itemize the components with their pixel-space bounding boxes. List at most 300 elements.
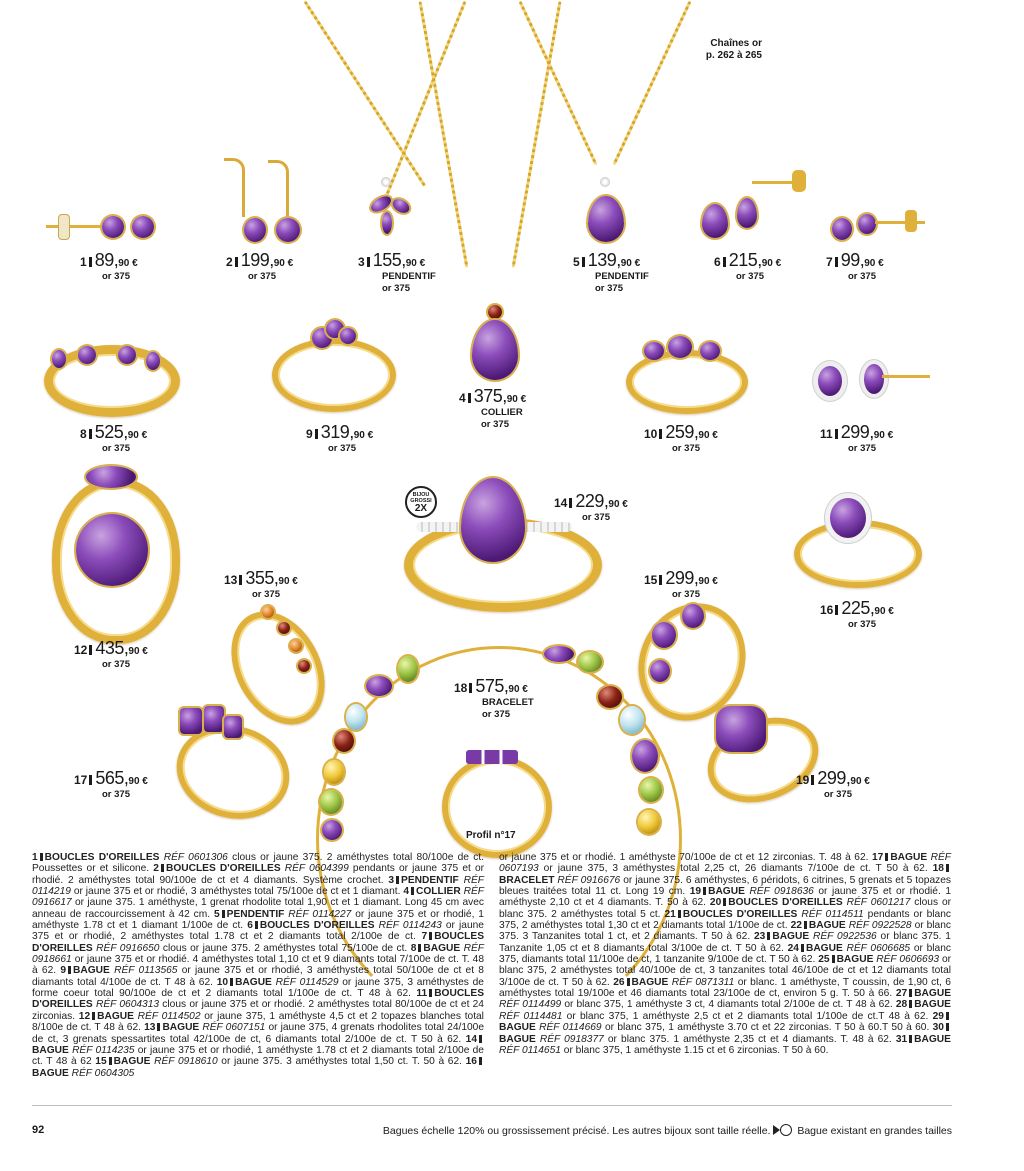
entry-title: BOUCLES D'OREILLES xyxy=(44,852,160,863)
entry-title: BOUCLES D'OREILLES xyxy=(728,897,843,909)
price-tag-15 xyxy=(644,569,718,600)
ring-8-gem-a xyxy=(52,350,66,368)
price-euros: 215, xyxy=(728,250,762,270)
ring-profile-gems xyxy=(466,750,518,764)
ring-17-gem-c xyxy=(224,716,242,738)
entry-text: or blanc 375, 2 améthystes total 40/100e de ct, 3 tanzanites total 46/100e de ct et 12 diamants total 3/100e de ct. T 50 à 62. xyxy=(499,954,951,988)
item-number: 12 xyxy=(74,643,88,657)
ring-10-gem-c xyxy=(700,342,720,360)
entry-marker xyxy=(909,1000,912,1008)
ring-12-gem-top xyxy=(86,466,136,488)
entry-number: 8 xyxy=(410,942,417,954)
earring-1a xyxy=(102,216,124,238)
description-entry xyxy=(95,1056,465,1067)
price-euros: 89, xyxy=(94,250,119,270)
entry-marker xyxy=(255,921,258,929)
item-number: 19 xyxy=(796,773,810,787)
entry-marker xyxy=(885,853,888,861)
entry-ref: RÉF 0114219 xyxy=(32,874,484,898)
chain-5 xyxy=(519,1,598,165)
item-type: PENDENTIF xyxy=(382,271,436,282)
price-euros: 259, xyxy=(665,422,699,442)
price-euros: 229, xyxy=(575,491,609,511)
price-tag-8 xyxy=(80,423,147,454)
ring-15-gem-c xyxy=(650,660,670,682)
price-euros: 525, xyxy=(94,422,128,442)
price-cents: 90 € xyxy=(353,430,374,441)
price-tag-5 xyxy=(573,251,649,293)
earring-2-hook-b xyxy=(268,160,289,217)
entry-number: 20 xyxy=(709,897,722,909)
entry-ref: RÉF 0918636 xyxy=(749,886,814,898)
ring-19-gem xyxy=(716,706,766,752)
bracelet-18-gem-7 xyxy=(322,820,342,840)
entry-number: 29 xyxy=(932,1010,944,1022)
entry-text: or blanc 375, 1 améthyste 3 ct, 4 diamants total 2/100e de ct. T 48 à 62. xyxy=(564,999,893,1011)
page-number: 92 xyxy=(32,1124,45,1136)
ring-10-gem-b xyxy=(668,336,692,358)
entry-text: or blanc 375, diamants total 11/100e de ct, 1 tanzanite 9/100e de ct. T 50 à 62. xyxy=(499,942,951,966)
pendant-5 xyxy=(588,196,624,242)
entry-text: or jaune 375 et or rhodié, 3 améthystes total 75/100e de ct et 1 diamant. xyxy=(73,886,401,898)
earring-6a xyxy=(702,204,728,238)
entry-marker xyxy=(68,966,71,974)
entry-number: 4 xyxy=(403,886,409,898)
entry-text: or jaune 375, 3 améthystes de forme coeur total 90/100e de ct et 2 diamants total 1/100e de ct. T 48 à 62. xyxy=(32,976,484,1000)
bracelet-18-gem-9 xyxy=(578,652,602,672)
entry-title: BOUCLES D'OREILLES xyxy=(32,988,484,1011)
item-type: COLLIER xyxy=(481,407,523,418)
entry-marker xyxy=(703,887,706,895)
entry-number: 11 xyxy=(416,988,428,1000)
entry-ref: RÉF 0606693 xyxy=(876,954,940,966)
metal: or 375 xyxy=(672,443,700,454)
metal: or 375 xyxy=(595,282,623,294)
item-number: 3 xyxy=(358,255,365,269)
pendant-4-amethyst xyxy=(472,320,518,380)
price-tag-1 xyxy=(80,251,138,282)
entry-number: 12 xyxy=(78,1010,91,1022)
entry-ref: RÉF 0601217 xyxy=(846,897,911,909)
entry-title: BAGUE xyxy=(499,1033,536,1045)
entry-text: or jaune 375. 1 améthyste, 1 grenat rhodolite total 1,90 ct et 1 diamant. Long 45 cm avec anneau de raccourcissement à 42 cm. xyxy=(32,897,484,920)
entry-marker xyxy=(40,853,43,861)
entry-ref: RÉF 0113565 xyxy=(114,965,178,977)
entry-number: 1 xyxy=(32,852,38,863)
entry-title: BAGUE xyxy=(423,942,461,954)
price-tag-18 xyxy=(454,677,534,719)
earring-6-back xyxy=(792,170,806,192)
item-number: 10 xyxy=(644,427,658,441)
price-cents: 90 € xyxy=(864,258,884,269)
ring-13-gem-c xyxy=(290,640,302,652)
entry-marker xyxy=(678,910,681,918)
entry-text: or blanc 375. 3 Tanzanites total 1 ct, et 2 diamants. T 50 à 62. xyxy=(499,920,951,943)
ring-15-gem-a xyxy=(652,622,676,648)
entry-marker xyxy=(161,864,164,872)
item-number: 11 xyxy=(820,427,833,441)
item-number: 17 xyxy=(74,773,88,787)
entry-title: BAGUE xyxy=(235,976,272,988)
price-tag-6 xyxy=(714,251,781,282)
price-tag-19 xyxy=(796,769,870,800)
item-number: 15 xyxy=(644,573,658,587)
entry-number: 14 xyxy=(465,1033,477,1045)
ring-8-gem-d xyxy=(146,352,160,370)
entry-number: 2 xyxy=(153,863,159,875)
price-cents: 90 € xyxy=(128,646,148,657)
bracelet-18-gem-6 xyxy=(320,790,342,814)
item-type: BRACELET xyxy=(482,697,534,708)
pendant-3-diamond xyxy=(382,178,390,186)
item-number: 13 xyxy=(224,573,238,587)
item-number: 9 xyxy=(306,427,313,441)
pendant-4-rhodolite xyxy=(488,305,502,319)
ring-9-gem-c xyxy=(340,328,356,344)
entry-title: BAGUE xyxy=(808,920,846,932)
entry-marker xyxy=(627,978,630,986)
entry-ref: RÉF 0604313 xyxy=(95,999,160,1011)
bracelet-18-gem-10 xyxy=(598,686,622,708)
entry-number: 3 xyxy=(388,874,395,886)
price-cents: 90 € xyxy=(508,684,528,695)
entry-text: or jaune 375, 3 améthystes total 2,25 ct, 26 diamants 7/100e de ct. T 50 à 62. xyxy=(543,863,928,875)
entry-text: or blanc 375, 1 améthyste 2,5 ct et 2 diamants total 1/100e de ct.T 48 à 62. xyxy=(566,1010,929,1022)
ring-17-gem-a xyxy=(180,708,202,734)
entry-marker xyxy=(92,1012,95,1020)
entry-text: or jaune 375 et or rhodié. 1 améthyste 2,10 ct et 4 diamants. T. 50 à 62. xyxy=(499,886,951,909)
earring-6b xyxy=(737,198,757,228)
entry-title: BAGUE xyxy=(113,1056,151,1068)
entry-title: BOUCLES D'OREILLES xyxy=(32,931,484,954)
earring-1b xyxy=(132,216,154,238)
metal: or 375 xyxy=(848,443,876,454)
metal: or 375 xyxy=(848,619,876,630)
bracelet-18-gem-2 xyxy=(366,676,392,696)
price-euros: 155, xyxy=(372,250,406,270)
ring-10 xyxy=(626,350,748,414)
entry-text: pendants or jaune 375 et or rhodié. 2 améthystes total 90/100e de ct et 4 diamants. Système crochet. xyxy=(32,863,484,886)
item-number: 16 xyxy=(820,603,834,617)
entry-title: BAGUE xyxy=(836,954,874,966)
metal: or 375 xyxy=(848,271,876,282)
entry-text: or jaune 375. 3 améthystes total 1,50 ct. T. 50 à 62. xyxy=(221,1056,462,1068)
bracelet-18-gem-11 xyxy=(620,706,644,734)
price-tag-2 xyxy=(226,251,293,282)
price-tag-7 xyxy=(826,251,884,282)
entry-marker xyxy=(109,1057,112,1065)
entry-ref: RÉF 0114227 xyxy=(288,908,352,920)
entry-ref: RÉF 0114481 xyxy=(499,1010,563,1022)
pendant-3-leaf-a xyxy=(368,193,393,214)
entry-number: 26 xyxy=(613,976,625,988)
entry-number: 16 xyxy=(465,1056,477,1068)
bracelet-18-gem-1 xyxy=(398,656,418,682)
price-euros: 299, xyxy=(817,768,851,788)
price-cents: 90 € xyxy=(506,394,527,405)
entry-ref: RÉF 0916617 xyxy=(32,886,484,909)
earring-11a xyxy=(818,366,842,396)
entry-text: or blanc 375, 1 améthyste 3.70 ct et 22 zirconias. T 50 à 60.T 50 à 60. xyxy=(604,1022,930,1034)
ring-icon xyxy=(780,1124,792,1136)
entry-text: or jaune 375, 1 améthyste 4,5 ct et 2 topazes blanches total 8/100e de ct. T 48 à 62. xyxy=(32,1010,484,1034)
entry-number: 19 xyxy=(689,886,702,898)
footer-text: Bagues échelle 120% ou grossissement précisé. Les autres bijoux sont taille réelle. xyxy=(382,1125,771,1137)
price-tag-10 xyxy=(644,423,718,454)
entry-marker xyxy=(479,1057,482,1065)
entry-marker xyxy=(801,944,804,952)
price-tag-11 xyxy=(820,423,893,454)
metal: or 375 xyxy=(328,443,356,454)
entry-ref: RÉF 0607151 xyxy=(202,1022,266,1034)
entry-title: BAGUE xyxy=(914,1033,951,1045)
item-number: 8 xyxy=(80,427,87,441)
chain-5b xyxy=(613,1,692,165)
item-number: 2 xyxy=(226,255,233,269)
entry-text: or jaune 375 et or rhodié, 2 améthystes total 1.78 ct et 2 diamants total 2/100e de ct. xyxy=(32,920,484,943)
entry-marker xyxy=(946,1012,949,1020)
metal: or 375 xyxy=(102,271,130,282)
ring-13-gem-d xyxy=(298,660,310,672)
ring-10-gem-a xyxy=(644,342,664,360)
ring-8-gem-b xyxy=(78,346,96,364)
entry-ref: RÉF 0871311 xyxy=(671,976,735,988)
metal: or 375 xyxy=(672,589,700,600)
entry-number: 9 xyxy=(60,965,67,977)
price-cents: 90 € xyxy=(620,258,641,269)
entry-ref: RÉF 0114499 xyxy=(499,999,562,1011)
entry-ref: RÉF 0922536 xyxy=(812,931,877,943)
triangle-icon xyxy=(773,1125,780,1135)
metal: or 375 xyxy=(252,589,280,600)
entry-number: 21 xyxy=(664,908,676,920)
ring-12-gem xyxy=(76,514,148,586)
ring-8-gem-c xyxy=(118,346,136,364)
ring-13-gem-b xyxy=(278,622,290,634)
price-cents: 90 € xyxy=(405,258,426,269)
entry-title: BAGUE xyxy=(73,965,110,977)
entry-ref: RÉF 0114529 xyxy=(275,976,339,988)
entry-ref: RÉF 0918610 xyxy=(154,1056,218,1068)
entry-title: COLLIER xyxy=(415,886,461,898)
entry-text: clous or jaune 375. 2 améthystes total 80/100e de ct. Poussettes or et silicone. xyxy=(32,852,484,875)
item-number: 5 xyxy=(573,255,580,269)
entry-title: BAGUE xyxy=(890,852,928,863)
price-cents: 90 € xyxy=(873,430,894,441)
bracelet-18-gem-12 xyxy=(632,740,658,772)
entry-title: BAGUE xyxy=(631,976,669,988)
chain-3 xyxy=(304,1,426,187)
entry-marker xyxy=(222,910,225,918)
entry-marker xyxy=(946,864,949,872)
entry-title: BOUCLES D'OREILLES xyxy=(165,863,281,875)
ring-16-gem xyxy=(830,498,866,538)
metal: or 375 xyxy=(824,789,852,800)
earring-2a xyxy=(244,218,266,242)
price-cents: 90 € xyxy=(608,499,628,510)
price-cents: 90 € xyxy=(127,430,148,441)
entry-number: 28 xyxy=(895,999,908,1011)
entry-title: BAGUE xyxy=(162,1022,200,1034)
badge-line1b: GROSSI xyxy=(410,497,432,504)
entry-title: BAGUE xyxy=(32,1067,69,1079)
bracelet-18-gem-8 xyxy=(544,646,574,662)
entry-title: BAGUE xyxy=(32,1044,69,1056)
price-euros: 299, xyxy=(840,422,874,442)
pendant-5-diamond xyxy=(601,178,609,186)
price-euros: 299, xyxy=(665,568,699,588)
entry-number: 6 xyxy=(247,920,253,932)
price-tag-14 xyxy=(554,492,628,523)
earring-7-back xyxy=(905,210,917,232)
entry-number: 30 xyxy=(932,1022,944,1034)
entry-number: 7 xyxy=(421,931,428,943)
metal: or 375 xyxy=(248,271,276,282)
item-number: 18 xyxy=(454,681,468,695)
entry-number: 13 xyxy=(144,1022,156,1034)
entry-marker xyxy=(411,887,414,895)
price-cents: 90 € xyxy=(118,258,138,269)
earring-7a xyxy=(832,218,852,240)
entry-marker xyxy=(909,1035,912,1043)
item-number: 14 xyxy=(554,496,568,510)
price-cents: 90 € xyxy=(278,576,298,587)
chains-note-line2: p. 262 à 265 xyxy=(705,50,762,61)
price-euros: 139, xyxy=(587,250,621,270)
entry-marker xyxy=(418,944,421,952)
price-tag-4 xyxy=(459,387,526,429)
earring-11-post xyxy=(882,375,930,378)
entry-ref: RÉF 0114235 xyxy=(72,1044,135,1056)
item-number: 1 xyxy=(80,255,87,269)
price-euros: 355, xyxy=(245,568,279,588)
entry-text: or blanc 375. 1 Tanzanite 1,05 ct et 8 diamants total 3/100e de ct. T 50 à 62. xyxy=(499,931,951,954)
entry-marker xyxy=(396,876,399,884)
entry-ref: RÉF 0604305 xyxy=(71,1067,135,1079)
earring-2b xyxy=(276,218,300,242)
entry-ref: RÉF 0918661 xyxy=(32,942,484,966)
entry-marker xyxy=(909,989,912,997)
entry-ref: RÉF 0916676 xyxy=(557,874,621,886)
ring-profile xyxy=(442,756,552,858)
entry-title: BAGUE xyxy=(805,942,843,954)
bracelet-18-gem-14 xyxy=(638,810,660,834)
price-tag-12 xyxy=(74,639,148,670)
entry-title: BRACELET xyxy=(499,874,555,886)
price-euros: 575, xyxy=(475,676,509,696)
price-tag-9 xyxy=(306,423,373,454)
pendant-3-leaf-c xyxy=(390,196,412,215)
entry-ref: RÉF 0114651 xyxy=(499,1044,561,1056)
chains-note xyxy=(690,38,762,62)
entry-number: 25 xyxy=(818,954,830,966)
bracelet-18-gem-13 xyxy=(640,778,662,802)
metal: or 375 xyxy=(736,271,764,282)
entry-ref: RÉF 0916650 xyxy=(96,942,160,954)
entry-text: or jaune 375 et or rhodié. 4 améthystes total 1,10 ct et 9 diamants total 7/100e de ct. T. 48 à 62. xyxy=(32,954,484,977)
entry-text: or blanc 375. 1 améthyste 2,35 ct et 4 diamants. T. 48 à 62. xyxy=(607,1033,892,1045)
item-type: PENDENTIF xyxy=(595,271,649,282)
ring-17-gem-b xyxy=(204,706,224,732)
entry-title: BAGUE xyxy=(97,1010,134,1022)
price-tag-3 xyxy=(358,251,436,293)
description-entry xyxy=(499,852,872,863)
price-euros: 565, xyxy=(95,768,129,788)
entry-text: or jaune 375. 6 améthystes, 6 péridots, 6 citrines, 5 grenats et 5 topazes bleues traitées total 11 ct. Long 19 cm. xyxy=(499,874,951,898)
entry-marker xyxy=(230,978,233,986)
price-euros: 435, xyxy=(95,638,129,658)
entry-number: 10 xyxy=(216,976,229,988)
entry-number: 27 xyxy=(895,988,908,1000)
bracelet-18-gem-4 xyxy=(334,730,354,752)
entry-title: PENDENTIF xyxy=(226,908,285,920)
entry-title: BOUCLES D'OREILLES xyxy=(682,908,798,920)
entry-number: 18 xyxy=(932,863,944,875)
earring-2-hook-a xyxy=(224,158,245,217)
entry-text: or jaune 375 et or rhodié, 1 améthyste 1.78 ct et 2 diamants total 2/100e de ct. T 48 à 62 xyxy=(32,1044,484,1068)
entry-number: 31 xyxy=(895,1033,908,1045)
price-cents: 90 € xyxy=(128,776,148,787)
bracelet-18-gem-5 xyxy=(324,760,344,784)
item-number: 6 xyxy=(714,255,721,269)
entry-number: 17 xyxy=(871,852,884,863)
metal: or 375 xyxy=(102,443,130,454)
metal: or 375 xyxy=(382,282,410,294)
earring-7b xyxy=(858,214,876,234)
entry-marker xyxy=(767,932,770,940)
entry-ref: RÉF 0604399 xyxy=(284,863,349,875)
entry-ref: RÉF 0114502 xyxy=(137,1010,201,1022)
entry-ref: RÉF 0114669 xyxy=(539,1022,602,1034)
description-column-left xyxy=(32,852,484,1079)
price-euros: 319, xyxy=(320,422,354,442)
metal: or 375 xyxy=(582,512,610,523)
earring-11b xyxy=(864,364,884,394)
entry-marker xyxy=(946,1023,949,1031)
item-number: 4 xyxy=(459,391,466,405)
entry-text: clous or blanc 375. 2 améthystes total 5 ct. xyxy=(499,897,951,920)
entry-text: or blanc 375, 1 améthyste 1.15 ct et 6 zirconias. T 50 à 60. xyxy=(563,1044,829,1056)
ring-14-gem xyxy=(461,478,525,562)
price-euros: 225, xyxy=(841,598,875,618)
entry-text: or jaune 375 et or rhodié, 3 améthystes total 50/100e de ct et 8 diamants total 4/100e de ct. T 48 à 62. xyxy=(32,965,484,988)
entry-text: or jaune 375, 4 grenats rhodolites total 24/100e de ct, 3 grenats spessartites total 42/100e de ct, 6 diamants total 2/100e de ct. T 50 à 62. xyxy=(32,1022,484,1045)
entry-title: BAGUE xyxy=(914,988,951,1000)
entry-number: 22 xyxy=(790,920,802,932)
entry-number: 15 xyxy=(95,1056,107,1068)
entry-text: or blanc. 1 améthyste, T coussin, de 1,90 ct, 6 améthystes total 19/100e et 46 diamants total 23/100e de ct, environ 5 g. T. 50 à 66. xyxy=(499,976,951,1000)
badge-line2: 2X xyxy=(414,503,428,514)
entry-title: BAGUE xyxy=(708,886,745,898)
entry-ref: RÉF 0607193 xyxy=(499,852,951,875)
price-tag-17 xyxy=(74,769,148,800)
footer-note xyxy=(383,1124,952,1137)
entry-number: 23 xyxy=(754,931,766,943)
entry-marker xyxy=(479,1035,482,1043)
entry-marker xyxy=(429,932,432,940)
entry-ref: RÉF 0606685 xyxy=(846,942,911,954)
entry-marker xyxy=(804,921,807,929)
chains-note-line1: Chaînes or xyxy=(710,38,762,49)
footer-icon-text: Bague existant en grandes tailles xyxy=(797,1125,952,1137)
enlarged-badge xyxy=(405,486,437,518)
earring-7-post xyxy=(875,221,925,224)
price-cents: 90 € xyxy=(761,258,782,269)
pendant-3-leaf-b xyxy=(382,212,392,234)
footer-divider xyxy=(32,1105,952,1106)
entry-marker xyxy=(723,898,726,906)
entry-text: clous or jaune 375 et or rhodié. 2 améthystes total 80/100e de ct et 24 zirconias. xyxy=(32,999,484,1022)
